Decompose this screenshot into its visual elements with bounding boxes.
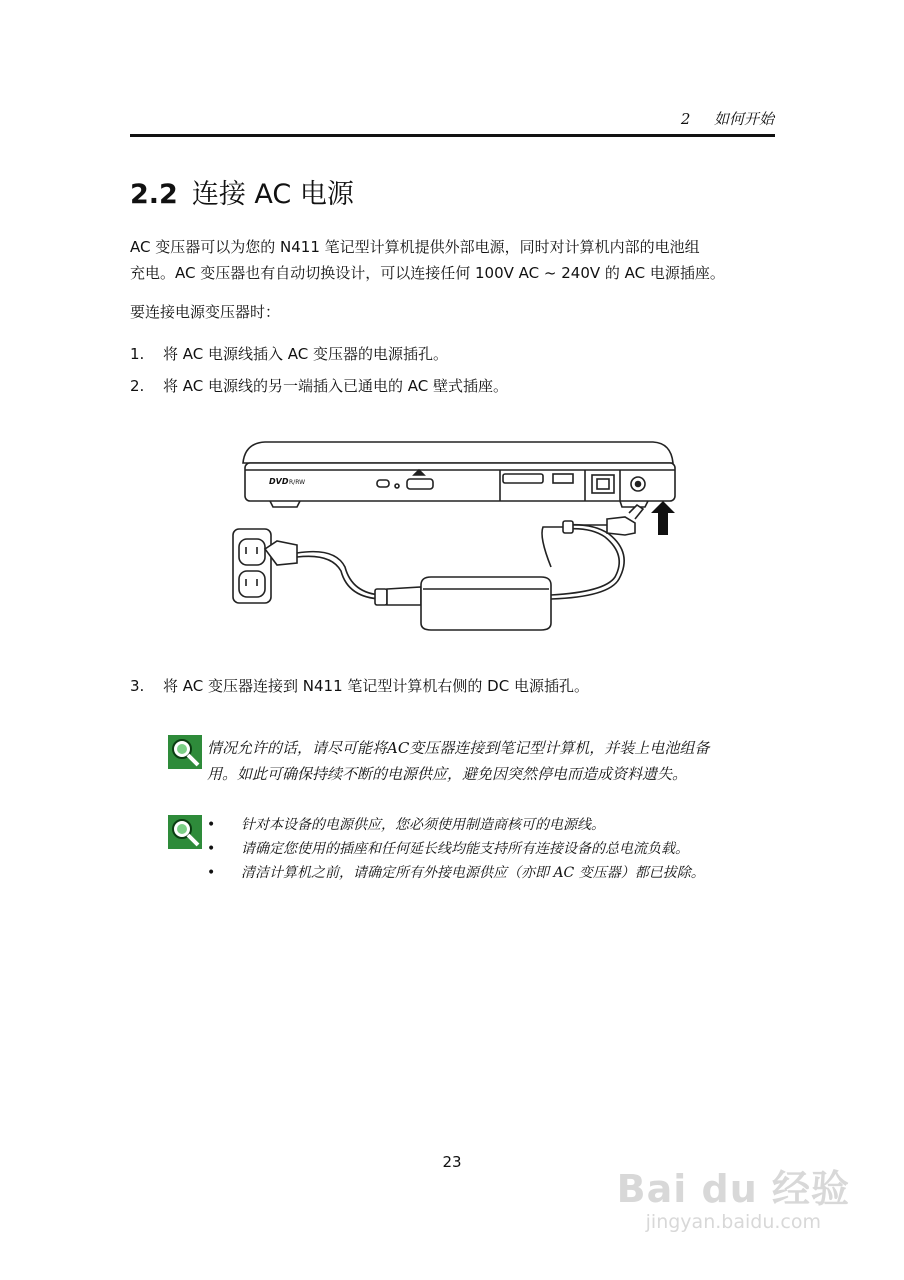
- step-3: [130, 675, 589, 696]
- dc-plug: [607, 517, 635, 535]
- laptop-base: [245, 463, 675, 501]
- intro-paragraph: [130, 234, 780, 286]
- intro-line-1: AC 变压器可以为您的 N411 笔记型计算机提供外部电源，同时对计算机内部的电池组: [130, 238, 700, 256]
- bullet-text: 请确定您使用的插座和任何延长线均能支持所有连接设备的总电流负载。: [241, 841, 689, 857]
- note-1-line-1: 情况允许的话，请尽可能将AC变压器连接到笔记型计算机，并装上电池组备: [207, 739, 710, 757]
- watermark: [617, 1158, 850, 1233]
- watermark-brand: Bai du 经验: [616, 1167, 850, 1211]
- step-number: 1.: [130, 345, 145, 363]
- dc-cord: [551, 529, 619, 595]
- bullet-icon: •: [207, 817, 216, 833]
- note-2-bullet-list: [207, 813, 705, 885]
- step-1: [130, 343, 448, 364]
- list-item: [207, 837, 705, 861]
- step-number: 2.: [130, 377, 145, 395]
- step-2: [130, 375, 508, 396]
- laptop-label-dvd: DVD: [269, 477, 289, 486]
- note-1-text: [207, 735, 779, 787]
- bullet-text: 针对本设备的电源供应，您必须使用制造商核可的电源线。: [241, 817, 605, 833]
- bullet-icon: •: [207, 841, 216, 857]
- bullet-text: 清洁计算机之前，请确定所有外接电源供应（亦即 AC 变压器）都已拔除。: [241, 865, 705, 881]
- note-magnifier-icon: [168, 815, 202, 849]
- laptop-label-rw: R/RW: [289, 479, 306, 486]
- section-heading: [130, 172, 354, 211]
- page-number: 23: [442, 1153, 462, 1171]
- running-header: [681, 108, 774, 129]
- insert-arrow-icon: [651, 501, 675, 535]
- note-magnifier-icon: [168, 735, 202, 769]
- step-number: 3.: [130, 677, 145, 695]
- adapter-brick: [421, 577, 551, 630]
- chapter-title: 如何开始: [713, 110, 774, 128]
- bullet-icon: •: [207, 865, 216, 881]
- list-item: [207, 813, 705, 837]
- step-text: 将 AC 电源线的另一端插入已通电的 AC 壁式插座。: [163, 377, 509, 395]
- section-number: 2.2: [130, 179, 178, 210]
- intro-line-2: 充电。AC 变压器也有自动切换设计，可以连接任何 100V AC ~ 240V 的 AC 电源插座。: [130, 264, 725, 282]
- list-item: [207, 861, 705, 885]
- step-text: 将 AC 变压器连接到 N411 笔记型计算机右侧的 DC 电源插孔。: [163, 677, 589, 695]
- section-title: 连接 AC 电源: [191, 179, 354, 210]
- lead-text: 要连接电源变压器时：: [130, 303, 281, 321]
- chapter-number: 2: [680, 110, 691, 128]
- ac-adapter-illustration: [225, 437, 680, 637]
- laptop-lid: [243, 442, 673, 463]
- step-text: 将 AC 电源线插入 AC 变压器的电源插孔。: [163, 345, 449, 363]
- note-1-line-2: 用。如此可确保持续不断的电源供应，避免因突然停电而造成资料遗失。: [207, 765, 688, 783]
- header-divider: [130, 134, 775, 137]
- watermark-url: jingyan.baidu.com: [645, 1211, 821, 1233]
- dc-cord: [542, 527, 565, 567]
